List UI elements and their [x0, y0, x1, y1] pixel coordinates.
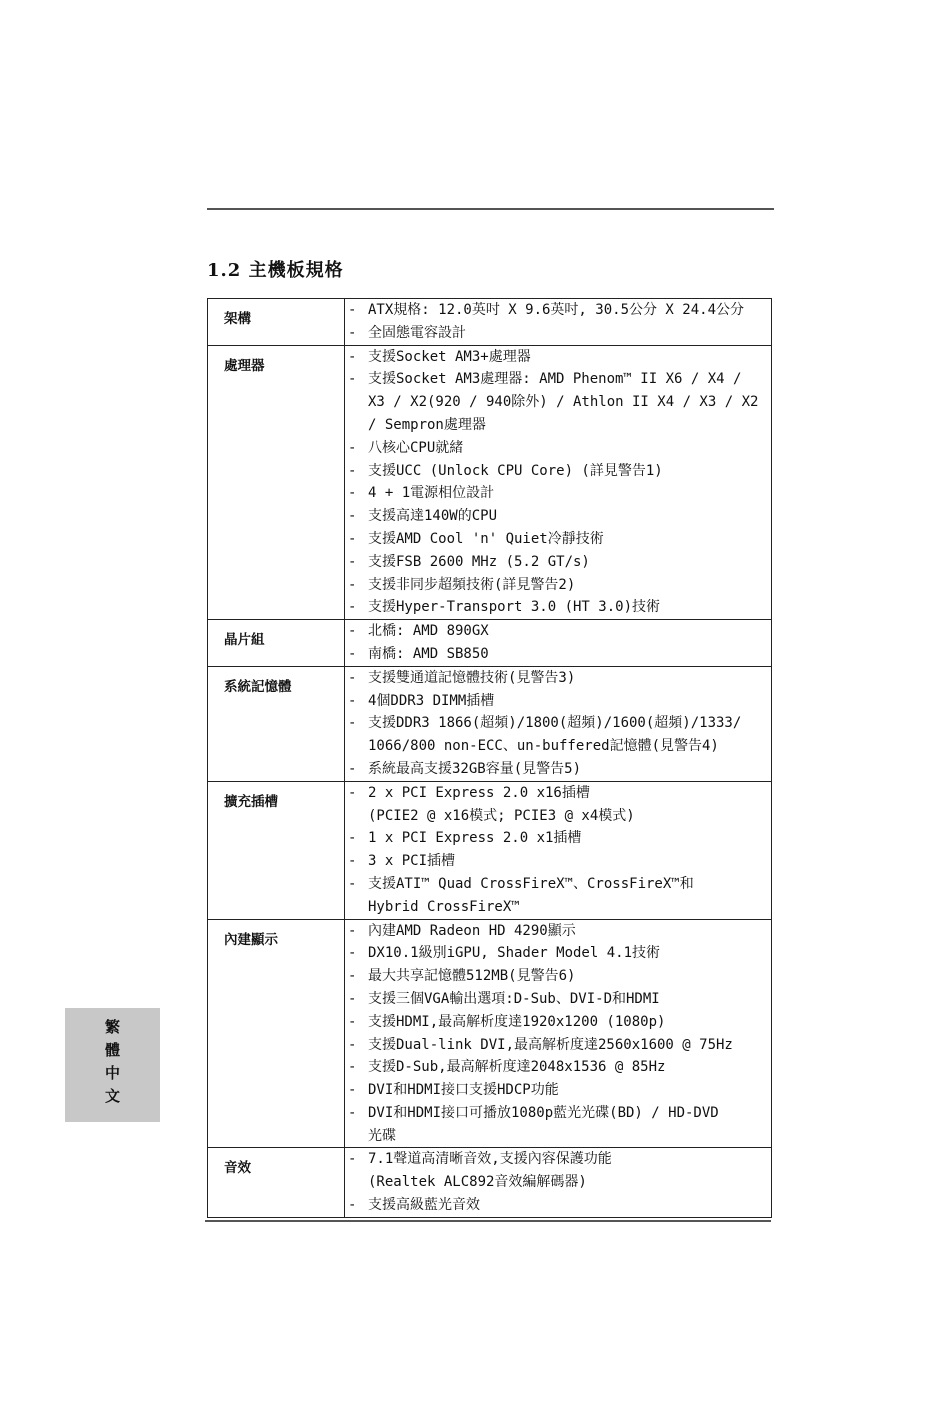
spec-items — [345, 919, 772, 1148]
top-rule — [207, 208, 774, 210]
list-item: - 支援D-Sub,最高解析度達2048x1536 @ 85Hz — [348, 1059, 666, 1076]
spec-items — [345, 1148, 772, 1217]
list-item: Hybrid CrossFireX™ — [368, 898, 520, 915]
list-item: - 支援Hyper-Transport 3.0 (HT 3.0)技術 — [348, 599, 661, 616]
list-item: - 支援FSB 2600 MHz (5.2 GT/s) — [348, 553, 590, 570]
table-row — [208, 345, 772, 620]
list-item: - 支援三個VGA輸出選項:D-Sub、DVI-D和HDMI — [348, 990, 660, 1007]
list-item: - DVI和HDMI接口支援HDCP功能 — [348, 1082, 559, 1099]
list-item: - ATX規格: 12.0英吋 X 9.6英吋, 30.5公分 X 24.4公分 — [348, 302, 745, 318]
list-item: - DX10.1級別iGPU, Shader Model 4.1技術 — [348, 945, 661, 962]
list-item: 光碟 — [368, 1127, 396, 1144]
list-item: - 支援ATI™ Quad CrossFireX™、CrossFireX™和 — [348, 875, 694, 892]
list-item: - 支援Dual-link DVI,最高解析度達2560x1600 @ 75Hz — [348, 1036, 733, 1053]
list-item: - 內建AMD Radeon HD 4290顯示 — [348, 922, 576, 939]
table-row — [208, 666, 772, 781]
list-item: - 7.1聲道高清晰音效,支援內容保護功能 — [348, 1151, 612, 1168]
list-item: 1066/800 non-ECC、un-buffered記憶體(見警告4) — [368, 738, 719, 755]
spec-items — [345, 299, 772, 346]
page-title: 1.2 主機板規格 — [207, 260, 344, 281]
list-item: (PCIE2 @ x16模式; PCIE3 @ x4模式) — [368, 807, 635, 824]
list-item: - 3 x PCI插槽 — [348, 853, 456, 870]
spec-label: 內建顯示 — [208, 919, 345, 1148]
spec-items — [345, 781, 772, 919]
list-item: - 支援非同步超頻技術(詳見警告2) — [348, 576, 576, 593]
list-item: - 4個DDR3 DIMM插槽 — [348, 692, 495, 709]
spec-label: 架構 — [208, 299, 345, 346]
list-item: - 支援UCC (Unlock CPU Core) (詳見警告1) — [348, 462, 663, 479]
spec-items — [345, 666, 772, 781]
list-item: - 支援雙通道記憶體技術(見警告3) — [348, 669, 576, 686]
list-item: - 支援Socket AM3處理器: AMD Phenom™ II X6 / X4 / — [348, 371, 742, 388]
list-item: - 北橋: AMD 890GX — [348, 623, 489, 640]
list-item: - 南橋: AMD SB850 — [348, 645, 489, 662]
list-item: - 支援AMD Cool 'n' Quiet冷靜技術 — [348, 530, 604, 547]
spec-label: 處理器 — [208, 345, 345, 620]
table-row — [208, 919, 772, 1148]
table-row — [208, 781, 772, 919]
language-tab-label: 繁體中文 — [103, 1019, 121, 1111]
list-item: - 2 x PCI Express 2.0 x16插槽 — [348, 784, 590, 801]
list-item: - 4 + 1電源相位設計 — [348, 485, 495, 502]
table-row — [208, 620, 772, 667]
spec-label: 擴充插槽 — [208, 781, 345, 919]
list-item: - DVI和HDMI接口可播放1080p藍光光碟(BD) / HD-DVD — [348, 1104, 719, 1121]
table-row — [208, 299, 772, 346]
spec-label: 系統記憶體 — [208, 666, 345, 781]
list-item: - 系統最高支援32GB容量(見警告5) — [348, 760, 582, 777]
list-item: - 支援高達140W的CPU — [348, 508, 498, 525]
language-tab — [65, 1008, 160, 1122]
spec-label: 晶片組 — [208, 620, 345, 667]
list-item: (Realtek ALC892音效編解碼器) — [368, 1174, 587, 1191]
list-item: X3 / X2(920 / 940除外) / Athlon II X4 / X3 / X2 — [368, 394, 759, 411]
list-item: - 支援Socket AM3+處理器 — [348, 348, 531, 365]
table-row — [208, 1148, 772, 1217]
list-item: - 支援HDMI,最高解析度達1920x1200 (1080p) — [348, 1013, 666, 1030]
list-item: - 八核心CPU就緒 — [348, 439, 464, 456]
spec-items — [345, 345, 772, 620]
list-item: - 支援DDR3 1866(超頻)/1800(超頻)/1600(超頻)/1333/ — [348, 715, 742, 732]
list-item: - 全固態電容設計 — [348, 324, 466, 341]
list-item: - 1 x PCI Express 2.0 x1插槽 — [348, 830, 582, 847]
spec-table — [207, 298, 772, 1218]
spec-label: 音效 — [208, 1148, 345, 1217]
spec-items — [345, 620, 772, 667]
list-item: / Sempron處理器 — [368, 416, 486, 433]
list-item: - 支援高級藍光音效 — [348, 1197, 480, 1214]
list-item: - 最大共享記憶體512MB(見警告6) — [348, 968, 576, 985]
bottom-rule — [205, 1220, 771, 1222]
